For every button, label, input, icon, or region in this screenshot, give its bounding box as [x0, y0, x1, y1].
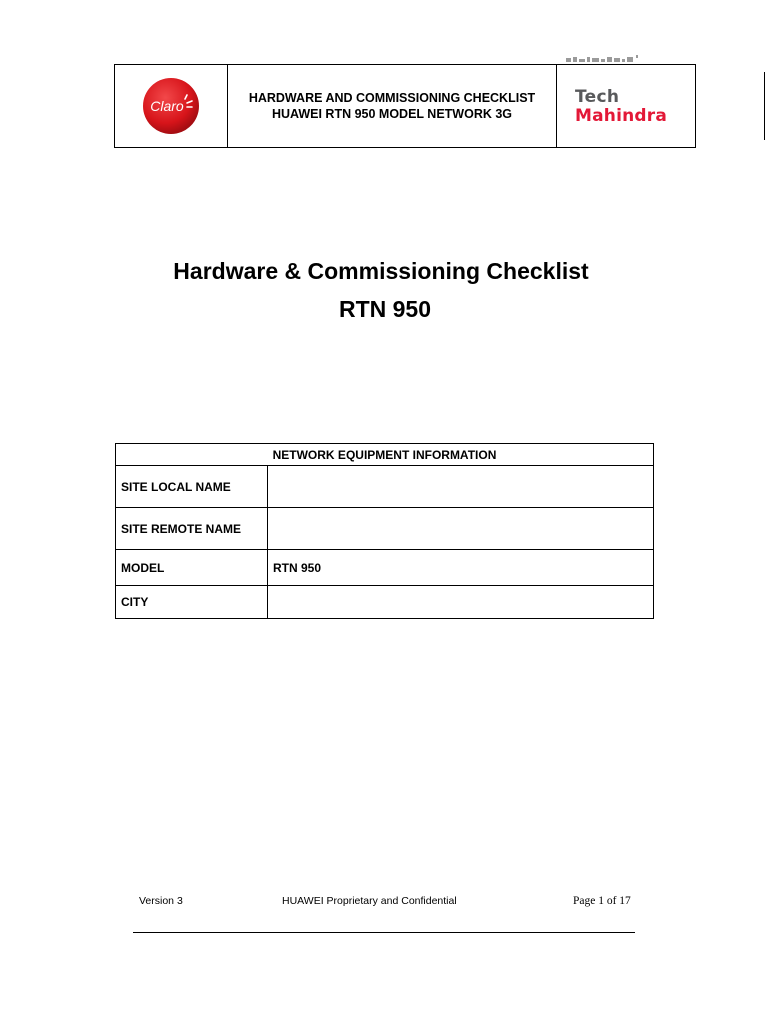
footer-confidentiality: HUAWEI Proprietary and Confidential: [282, 895, 457, 907]
table-header: NETWORK EQUIPMENT INFORMATION: [116, 444, 654, 466]
table-header-row: [116, 444, 654, 466]
header-title-line2: HUAWEI RTN 950 MODEL NETWORK 3G: [271, 107, 513, 121]
document-title-line1: Hardware & Commissioning Checklist: [173, 258, 589, 284]
document-title: [0, 252, 768, 328]
footer-rule: [133, 932, 635, 933]
header-title-line1: HARDWARE AND COMMISSIONING CHECKLIST: [248, 91, 536, 105]
page-edge-rule: [764, 72, 765, 140]
header-title-cell: [228, 65, 557, 147]
tech-mahindra-logo-line1: Tech: [575, 87, 620, 107]
table-label: MODEL: [116, 550, 268, 586]
table-label: SITE REMOTE NAME: [116, 508, 268, 550]
claro-logo-cell: [115, 65, 228, 147]
document-header: [114, 64, 696, 148]
footer-version: Version 3: [139, 895, 183, 907]
table-row-model: [116, 550, 654, 586]
document-title-line2: RTN 950: [338, 296, 432, 322]
network-equipment-table: [115, 443, 654, 619]
table-value[interactable]: [268, 508, 654, 550]
table-label: SITE LOCAL NAME: [116, 466, 268, 508]
tech-mahindra-logo-line2: Mahindra: [575, 106, 668, 126]
footer-page-number: Page 1 of 17: [573, 895, 631, 907]
table-value[interactable]: RTN 950: [268, 550, 654, 586]
table-value[interactable]: [268, 466, 654, 508]
table-row-city: [116, 586, 654, 619]
faint-watermark: [566, 52, 644, 62]
table-label: CITY: [116, 586, 268, 619]
table-row-site-remote-name: [116, 508, 654, 550]
claro-logo: [141, 76, 201, 136]
claro-logo-text: Claro: [150, 98, 184, 114]
table-value[interactable]: [268, 586, 654, 619]
tech-mahindra-logo: [557, 65, 695, 147]
table-row-site-local-name: [116, 466, 654, 508]
